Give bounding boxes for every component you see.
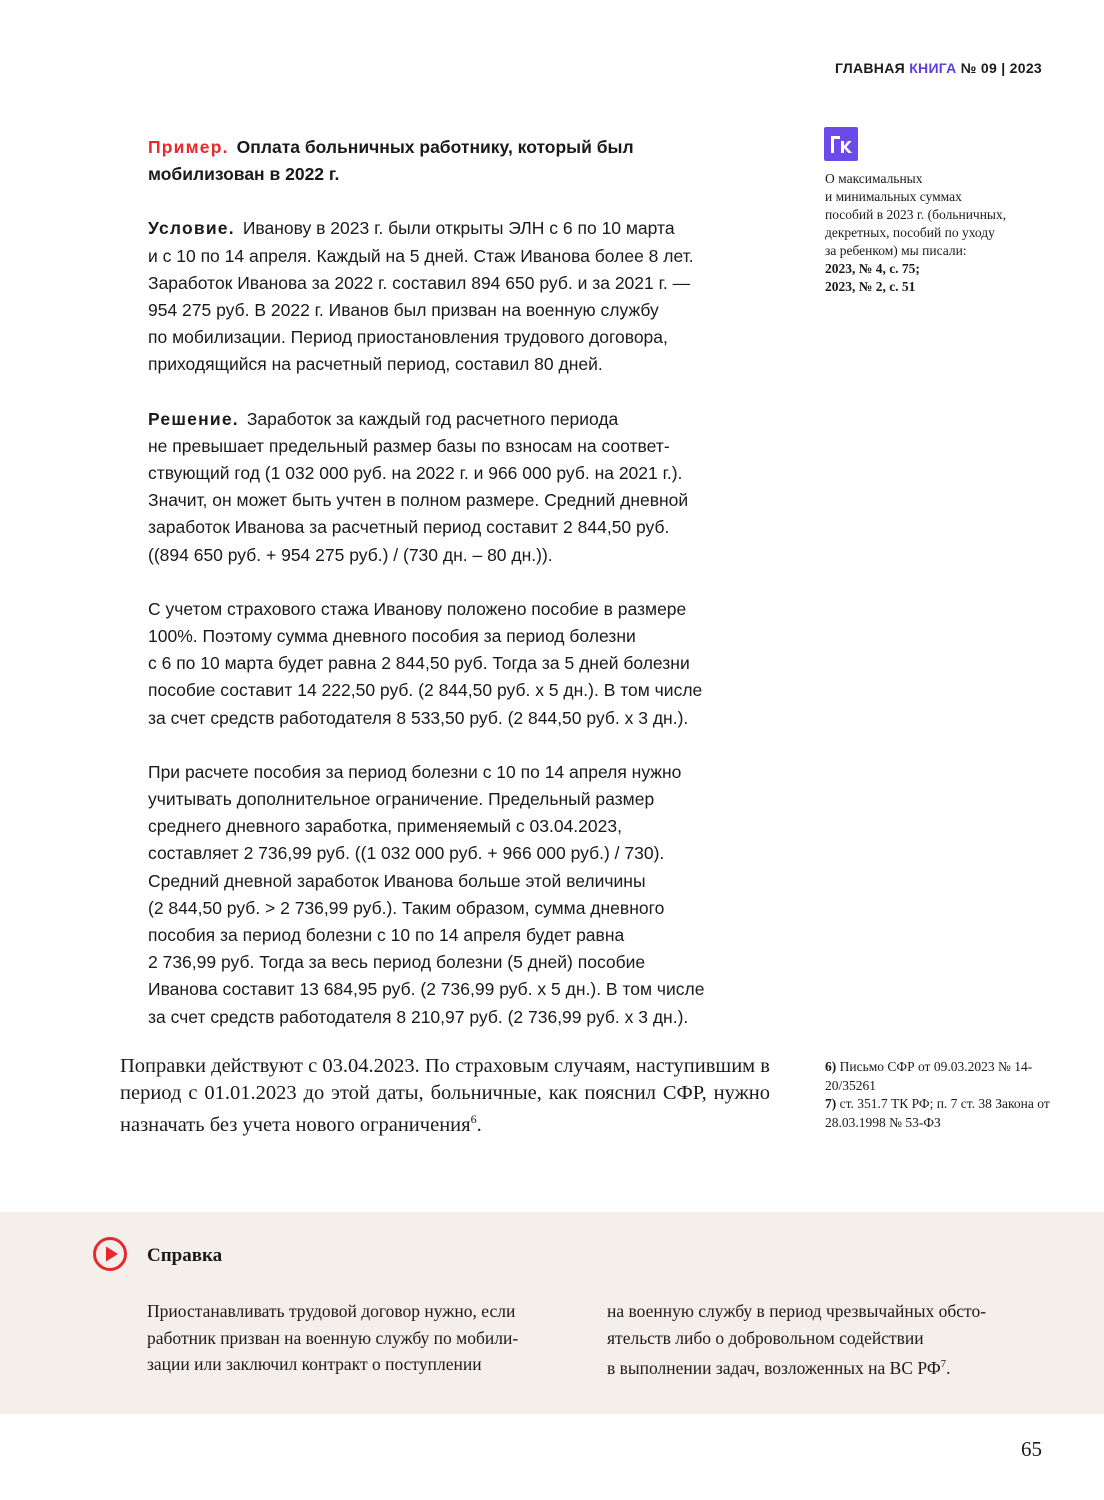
main-paragraph-tail: . (476, 1113, 482, 1136)
example-title (148, 134, 708, 188)
text-line: Приостанавливать трудовой договор нужно, если (147, 1301, 516, 1321)
reference-left-column (147, 1298, 597, 1378)
text-line: не превышает предельный размер базы по взносам на соответ- (148, 435, 670, 456)
brand-glavnaya: ГЛАВНАЯ (834, 60, 905, 76)
text-line: на военную службу в период чрезвычайных обсто- (607, 1301, 987, 1321)
text-line: С учетом страхового стажа Иванову положено пособие в размере (148, 598, 687, 619)
text-tail: . (946, 1357, 951, 1378)
text-line: 954 275 руб. В 2022 г. Иванов был призван на военную службу (148, 300, 659, 321)
brand-kniga: КНИГА (909, 60, 957, 76)
footnote-number: 7) (825, 1096, 837, 1111)
note-line: и минимальных суммах (825, 189, 962, 204)
note-line: пособий в 2023 г. (больничных, (825, 207, 1007, 222)
text-line: составляет 2 736,99 руб. ((1 032 000 руб. + 966 000 руб.) / 730). (148, 843, 665, 864)
text-line: пособия за период болезни с 10 по 14 апреля будет равна (148, 925, 625, 946)
limit-paragraph (148, 759, 768, 1031)
text-line: заработок Иванова за расчетный период составит 2 844,50 руб. (148, 517, 670, 538)
note-line: за ребенком) мы писали: (825, 243, 967, 258)
text-line: 100%. Поэтому сумма дневного пособия за период болезни (148, 626, 636, 647)
text-line: пособие составит 14 222,50 руб. (2 844,50 руб. х 5 дн.). В том числе (148, 680, 703, 701)
text-line: за счет средств работодателя 8 533,50 руб. (2 844,50 руб. х 3 дн.). (148, 707, 689, 728)
example-label: Пример. (148, 137, 229, 157)
text-line: Заработок Иванова за 2022 г. составил 894 650 руб. и за 2021 г. — (148, 272, 691, 293)
solution-paragraph (148, 406, 768, 569)
sidebar-ref-1: 2023, № 4, с. 75; (825, 261, 920, 276)
text-line: приходящийся на расчетный период, составил 80 дней. (148, 354, 603, 375)
solution-label: Решение. (148, 408, 239, 429)
benefit-paragraph (148, 596, 768, 732)
footnote-mark-6[interactable]: 6 (470, 1112, 477, 1126)
issue-number: № 09 | 2023 (960, 60, 1042, 76)
text-line: ((894 650 руб. + 954 275 руб.) / (730 дн. – 80 дн.)). (148, 544, 553, 565)
example-title-line2: мобилизован в 2022 г. (148, 164, 340, 185)
sidebar-note (825, 170, 1050, 296)
text-line: (2 844,50 руб. > 2 736,99 руб.). Таким образом, сумма дневного (148, 897, 665, 918)
masthead (835, 60, 1042, 76)
text-line: с 6 по 10 марта будет равна 2 844,50 руб. Тогда за 5 дней болезни (148, 653, 690, 674)
reference-box (0, 1212, 1104, 1414)
text-line: Иванову в 2023 г. были открыты ЭЛН с 6 по 10 марта (242, 218, 675, 239)
text-line: При расчете пособия за период болезни с 10 по 14 апреля нужно (148, 761, 682, 782)
example-title-line1: Оплата больничных работнику, который был (236, 137, 634, 157)
text-line: среднего дневного заработка, применяемый с 03.04.2023, (148, 816, 622, 837)
text-line: работник призван на военную службу по мобили- (147, 1327, 519, 1348)
note-line: декретных, пособий по уходу (825, 225, 995, 240)
text-line: учитывать дополнительное ограничение. Предельный размер (148, 789, 655, 810)
gk-logo-icon (824, 127, 858, 161)
reference-title: Справка (147, 1245, 223, 1266)
main-paragraph (120, 1053, 770, 1138)
footnotes (825, 1058, 1055, 1132)
gk-logo-glyph (824, 127, 858, 161)
footnote-7 (825, 1095, 1055, 1132)
sidebar-ref-2: 2023, № 2, с. 51 (825, 279, 916, 294)
play-circle-icon (92, 1236, 128, 1272)
footnote-6 (825, 1058, 1055, 1095)
text-line: Заработок за каждый год расчетного периода (246, 408, 619, 429)
condition-label: Условие. (148, 218, 235, 239)
footnote-number: 6) (825, 1059, 837, 1074)
footnote-text: ст. 351.7 ТК РФ; п. 7 ст. 38 Закона от 28.03.1998 № 53-ФЗ (825, 1096, 1050, 1130)
text-line: Иванова составит 13 684,95 руб. (2 736,99 руб. х 5 дн.). В том числе (148, 979, 705, 1000)
reference-right-column (607, 1298, 1057, 1381)
text-line: ствующий год (1 032 000 руб. на 2022 г. и 966 000 руб. на 2021 г.). (148, 463, 683, 484)
condition-paragraph (148, 215, 768, 378)
page-number: 65 (1021, 1437, 1042, 1461)
main-paragraph-text: Поправки действуют с 03.04.2023. По страховым случаям, наступившим в период с 01.01.2023 до этой даты, больничные, как пояснил СФР, нужно назначать без учета нового ограничения (120, 1055, 770, 1136)
footnote-mark-7[interactable]: 7 (940, 1358, 947, 1370)
text-line: ятельств либо о добровольном содействии (607, 1327, 924, 1348)
footnote-text: Письмо СФР от 09.03.2023 № 14-20/35261 (825, 1059, 1033, 1093)
text-line: зации или заключил контракт о поступлении (147, 1354, 482, 1374)
text-line: по мобилизации. Период приостановления трудового договора, (148, 327, 668, 348)
example-block (148, 134, 768, 1058)
text-line: 2 736,99 руб. Тогда за весь период болезни (5 дней) пособие (148, 952, 646, 973)
text-line: Средний дневной заработок Иванова больше этой величины (148, 870, 646, 891)
text-line: Значит, он может быть учтен в полном размере. Средний дневной (148, 490, 689, 511)
text-line: в выполнении задач, возложенных на ВС РФ (607, 1357, 941, 1378)
note-line: О максимальных (825, 171, 923, 186)
text-line: за счет средств работодателя 8 210,97 руб. (2 736,99 руб. х 3 дн.). (148, 1006, 689, 1027)
text-line: и с 10 по 14 апреля. Каждый на 5 дней. Стаж Иванова более 8 лет. (148, 245, 694, 266)
